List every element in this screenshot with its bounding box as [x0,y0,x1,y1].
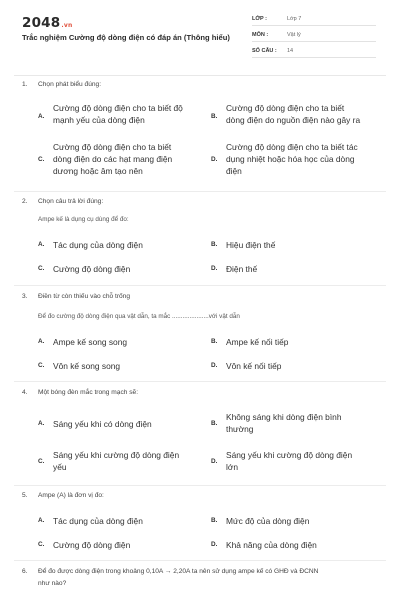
option-letter: D. [211,458,218,465]
meta-key: MÔN : [252,32,269,38]
option-line: Vôn kế song song [53,361,121,371]
option-line: Cường độ dòng điện cho ta biết độ [53,103,183,113]
option-line: Tác dụng của dòng điện [53,516,143,526]
option-line: Tác dụng của dòng điện [53,240,143,250]
question-5-option-c[interactable] [38,539,208,551]
question-6-stem-continued: như nào? [38,580,67,587]
question-2-statement: Ampe kế là dụng cụ dùng để đo: [38,216,129,223]
question-text: Ampe (A) là đơn vị đo: [38,492,104,499]
option-line: yếu [53,462,67,472]
option-letter: C. [38,541,45,548]
question-text: Một bóng đèn mắc trong mạch sẽ: [38,389,139,396]
option-line: lớn [226,462,239,472]
question-1-option-d[interactable] [211,141,391,179]
option-line: dòng điện do các hạt mang điện [53,154,173,164]
option-letter: A. [38,517,45,524]
question-separator [14,485,386,486]
header-divider [14,75,386,76]
meta-value: Lớp 7 [287,16,302,22]
question-number: 1. [22,81,28,88]
option-line: Cường độ dòng điện [53,264,131,274]
question-1-option-b[interactable] [211,102,391,128]
question-3-option-b[interactable] [211,336,391,348]
option-line: mạnh yếu của dòng điện [53,115,145,125]
option-letter: D. [211,156,218,163]
option-line: Sáng yếu khi cường độ dòng điện [53,450,180,460]
option-line: Cường độ dòng điện cho ta biết [53,142,172,152]
option-line: dụng nhiệt hoặc hóa học của dòng [226,154,355,164]
document-title: Trắc nghiệm Cường độ dòng điện có đáp án (Thông hiểu) [22,33,230,42]
site-logo[interactable]: 2048.vn [22,15,73,31]
option-letter: B. [211,113,218,120]
option-line: thường [226,424,254,434]
option-line: Ampe kế song song [53,337,128,347]
option-line: Cường độ dòng điện cho ta biết tác [226,142,358,152]
question-1-option-a[interactable] [38,102,208,128]
option-line: Sáng yếu khi cường độ dòng điện [226,450,353,460]
question-2-option-c[interactable] [38,263,208,275]
option-line: Không sáng khi dòng điện bình [226,412,342,422]
meta-subject [252,28,376,42]
option-letter: C. [38,265,45,272]
option-letter: C. [38,362,45,369]
option-letter: B. [211,420,218,427]
question-3-option-c[interactable] [38,360,208,372]
option-line: Điện thế [226,264,258,274]
question-text: Điền từ còn thiếu vào chỗ trống [38,293,131,300]
option-line: Sáng yếu khi có dòng điện [53,419,152,429]
option-letter: A. [38,338,45,345]
question-2-option-d[interactable] [211,263,391,275]
option-line: Hiệu điện thế [226,240,276,250]
option-letter: A. [38,113,45,120]
option-line: Khả năng của dòng điện [226,540,317,550]
option-line: dòng điện do nguồn điện nào gây ra [226,115,361,125]
option-letter: A. [38,241,45,248]
question-number: 2. [22,198,28,205]
option-letter: D. [211,541,218,548]
question-number: 6. [22,568,28,575]
meta-key: LỚP : [252,16,267,22]
question-text-line: Để đo được dòng điện trong khoảng 0,10A → 2,20A ta nên sử dụng ampe kế có GHĐ và ĐCNN [38,568,319,575]
question-number: 5. [22,492,28,499]
meta-key: SỐ CÂU : [252,48,277,54]
question-5-option-b[interactable] [211,515,391,527]
question-3-option-a[interactable] [38,336,208,348]
meta-value: 14 [287,48,294,54]
option-line: Cường độ dòng điện cho ta biết [226,103,345,113]
question-number: 4. [22,389,28,396]
question-4-option-b[interactable] [211,411,391,437]
option-letter: D. [211,362,218,369]
option-line: Mức độ của dòng điện [226,516,310,526]
question-separator [14,191,386,192]
question-2-option-b[interactable] [211,239,391,251]
meta-question-count [252,44,376,58]
option-letter: C. [38,458,45,465]
question-3-option-d[interactable] [211,360,391,372]
question-4-option-c[interactable] [38,449,208,475]
question-4-option-a[interactable] [38,418,208,430]
option-line: Ampe kế nối tiếp [226,337,289,347]
question-2-option-a[interactable] [38,239,208,251]
question-text: Chọn câu trả lời đúng: [38,198,104,205]
question-5-option-a[interactable] [38,515,208,527]
question-separator [14,381,386,382]
question-3-statement: Để đo cường độ dòng điện qua vật dẫn, ta mắc .....................với vật dẫn [38,313,240,320]
option-letter: B. [211,338,218,345]
document-header [0,0,400,68]
option-letter: B. [211,517,218,524]
question-separator [14,285,386,286]
option-letter: D. [211,265,218,272]
option-letter: A. [38,420,45,427]
option-line: Cường độ dòng điện [53,540,131,550]
question-text: Chọn phát biểu đúng: [38,81,102,88]
option-line: Vôn kế nối tiếp [226,361,282,371]
question-number: 3. [22,293,28,300]
question-4-option-d[interactable] [211,449,391,475]
meta-class [252,12,376,26]
question-separator [14,560,386,561]
option-letter: B. [211,241,218,248]
option-letter: C. [38,156,45,163]
question-1-option-c[interactable] [38,141,208,179]
option-line: điện [226,166,242,176]
question-5-option-d[interactable] [211,539,391,551]
option-line: dương hoặc âm tạo nên [53,166,143,176]
meta-value: Vật lý [287,32,301,38]
